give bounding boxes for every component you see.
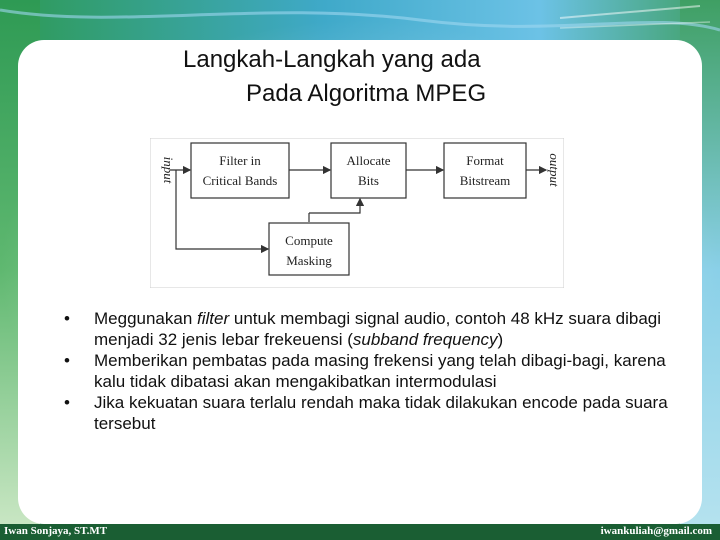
bullet-dot: • bbox=[64, 309, 70, 328]
filter-label-line2: Critical Bands bbox=[202, 173, 278, 188]
slide-title-line1: Langkah-Langkah yang ada bbox=[183, 46, 481, 73]
bullet-item bbox=[64, 350, 674, 392]
bullet-text: untuk membagi signal audio, contoh 48 kHz suara dibagi menjadi 32 jenis lebar frekeuensi ( bbox=[94, 309, 662, 349]
input-label: input bbox=[161, 156, 176, 184]
bullet-text: Meggunakan bbox=[94, 309, 198, 328]
format-block bbox=[444, 143, 526, 198]
bullet-text: ) bbox=[497, 330, 504, 349]
bullet-item bbox=[64, 308, 674, 350]
bullet-text: Memberikan pembatas pada masing frekensi yang telah dibagi-bagi, karena kalu tidak dibatasi akan mengakibatkan intermodulasi bbox=[94, 351, 666, 391]
allocate-label-line2: Bits bbox=[358, 173, 379, 188]
allocate-block bbox=[331, 143, 406, 198]
footer-bar bbox=[0, 524, 720, 540]
bullet-text: filter bbox=[197, 309, 230, 328]
footer-email: iwankuliah@gmail.com bbox=[600, 525, 712, 537]
footer-author: Iwan Sonjaya, ST.MT bbox=[4, 525, 108, 537]
bullet-text: Jika kekuatan suara terlalu rendah maka tidak dilakukan encode pada suara tersebut bbox=[94, 393, 668, 433]
format-label-line1: Format bbox=[466, 153, 504, 168]
bullet-text: subband frequency bbox=[352, 330, 498, 349]
compute-label-line1: Compute bbox=[285, 233, 333, 248]
allocate-label-line1: Allocate bbox=[346, 153, 391, 168]
filter-label-line1: Filter in bbox=[219, 153, 261, 168]
slide-title-line2: Pada Algoritma MPEG bbox=[246, 80, 487, 107]
bullet-dot: • bbox=[64, 351, 70, 370]
output-label: output bbox=[547, 153, 562, 187]
bullet-item bbox=[64, 392, 674, 434]
format-label-line2: Bitstream bbox=[459, 173, 511, 188]
mpeg-block-diagram bbox=[150, 138, 564, 288]
bullet-list bbox=[64, 308, 674, 434]
compute-block bbox=[269, 223, 349, 275]
compute-label-line2: Masking bbox=[286, 253, 332, 268]
filter-block bbox=[191, 143, 289, 198]
bullet-dot: • bbox=[64, 393, 70, 412]
